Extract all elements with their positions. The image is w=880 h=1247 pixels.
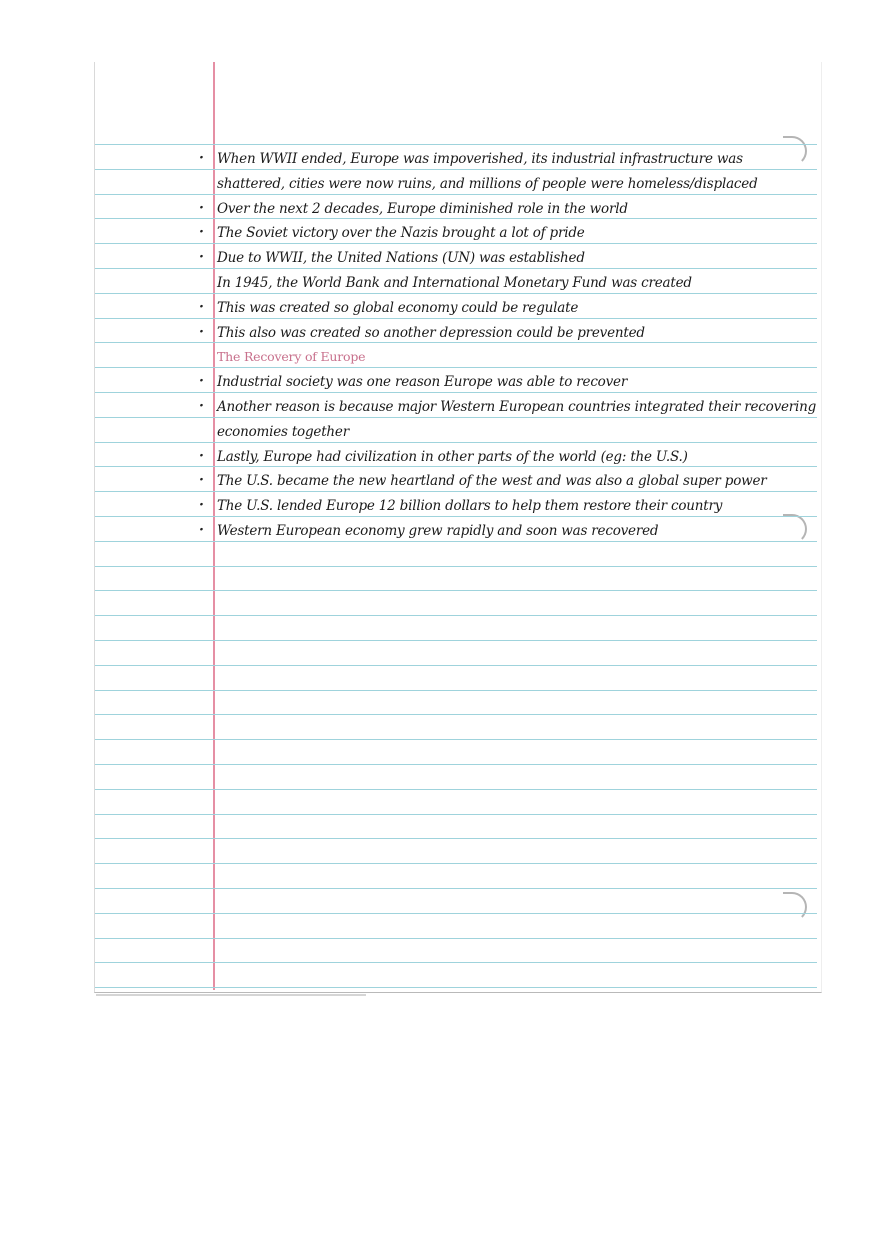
ruled-line — [95, 392, 817, 393]
note-text: The Recovery of Europe — [217, 349, 366, 365]
note-text: This also was created so another depression could be prevented — [217, 324, 645, 341]
ruled-line — [95, 888, 817, 889]
ruled-line — [95, 640, 817, 641]
note-text: This was created so global economy could be regulate — [217, 299, 579, 316]
ruled-line — [95, 268, 817, 269]
note-text: The U.S. lended Europe 12 billion dollars to help them restore their country — [217, 498, 723, 515]
note-text: Western European economy grew rapidly and soon was recovered — [217, 523, 659, 539]
ruled-line — [95, 863, 817, 864]
note-text: Over the next 2 decades, Europe diminished role in the world — [217, 200, 628, 217]
ruled-line — [95, 442, 817, 443]
bullet-mark: · — [199, 249, 204, 266]
note-text: When WWII ended, Europe was impoverished, its industrial infrastructure was — [217, 151, 743, 167]
note-text: Due to WWII, the United Nations (UN) was established — [217, 250, 585, 267]
bullet-mark: · — [199, 398, 204, 414]
scan-edge — [96, 994, 366, 996]
ruled-line — [95, 665, 817, 666]
bullet-mark: · — [199, 522, 204, 538]
ruled-line — [95, 814, 817, 815]
ruled-line — [95, 789, 817, 790]
ruled-line — [95, 962, 817, 963]
ruled-line — [95, 144, 817, 145]
ruled-line — [95, 541, 817, 542]
ruled-line — [95, 987, 817, 988]
ruled-line — [95, 764, 817, 765]
bullet-mark: · — [199, 150, 204, 166]
ruled-line — [95, 714, 817, 715]
ruled-line — [95, 169, 817, 170]
ruled-line — [95, 615, 817, 616]
note-text: In 1945, the World Bank and International Monetary Fund was created — [217, 275, 692, 291]
ruled-line — [95, 367, 817, 368]
ruled-line — [95, 913, 817, 914]
ruled-line — [95, 516, 817, 517]
bullet-mark: · — [199, 323, 204, 340]
note-text: Lastly, Europe had civilization in other parts of the world (eg: the U.S.) — [217, 448, 688, 465]
ruled-line — [95, 466, 817, 467]
ruled-line — [95, 342, 817, 343]
note-text: Another reason is because major Western European countries integrated their recovering — [217, 399, 817, 415]
ruled-line — [95, 590, 817, 591]
ruled-line — [95, 739, 817, 740]
ruled-line — [95, 243, 817, 244]
binder-hole-bottom — [783, 892, 807, 922]
ruled-line — [95, 417, 817, 418]
bullet-mark: · — [199, 373, 204, 390]
ruled-line — [95, 938, 817, 939]
ruled-line — [95, 491, 817, 492]
bullet-mark: · — [199, 298, 204, 315]
bullet-mark: · — [199, 199, 204, 216]
bullet-mark: · — [199, 497, 204, 514]
bullet-mark: · — [199, 472, 204, 489]
note-text: The Soviet victory over the Nazis brought a lot of pride — [217, 225, 585, 242]
note-text: economies together — [217, 423, 349, 440]
note-text: Industrial society was one reason Europe was able to recover — [217, 374, 628, 391]
ruled-line — [95, 838, 817, 839]
note-text: shattered, cities were now ruins, and millions of people were homeless/displaced — [217, 175, 758, 192]
ruled-line — [95, 566, 817, 567]
notebook-page — [94, 62, 822, 993]
ruled-line — [95, 293, 817, 294]
ruled-line — [95, 218, 817, 219]
ruled-line — [95, 194, 817, 195]
note-text: The U.S. became the new heartland of the west and was also a global super power — [217, 473, 767, 490]
ruled-line — [95, 690, 817, 691]
bullet-mark: · — [199, 447, 204, 464]
ruled-line — [95, 318, 817, 319]
bullet-mark: · — [199, 224, 204, 241]
